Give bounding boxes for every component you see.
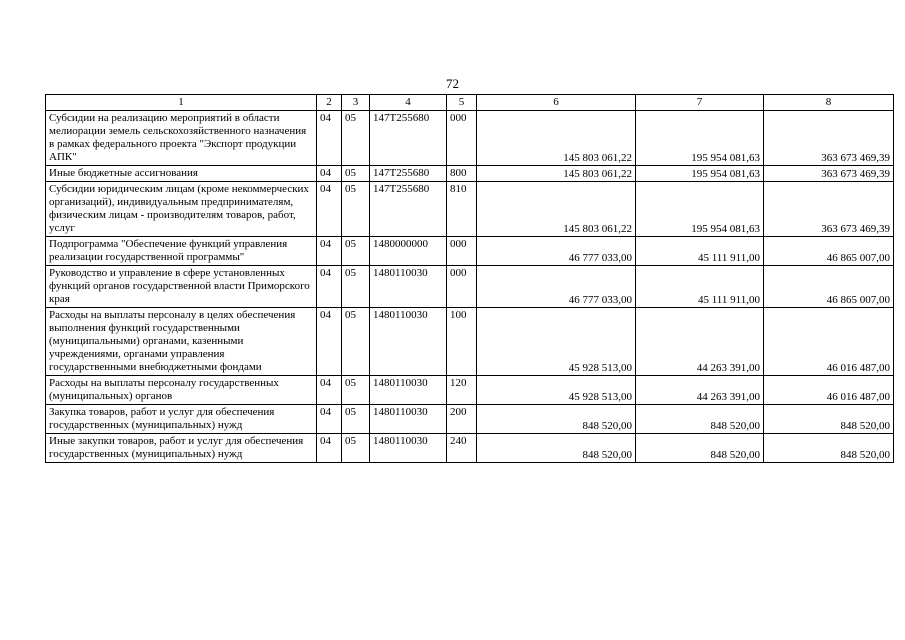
column-header: 5: [447, 95, 477, 111]
table-row: [46, 237, 894, 266]
row-name: Закупка товаров, работ и услуг для обеспечения государственных (муниципальных) нужд: [46, 405, 317, 434]
row-section: 04: [317, 182, 342, 237]
row-subsection: 05: [342, 237, 370, 266]
column-header: 1: [46, 95, 317, 111]
table-row: [46, 166, 894, 182]
row-name: Расходы на выплаты персоналу в целях обеспечения выполнения функций государственными (муниципальными) органами, казенными учреждениями, органами управления государственными внебюджетными фондами: [46, 308, 317, 376]
column-header: 2: [317, 95, 342, 111]
row-amount-year2: 44 263 391,00: [636, 308, 764, 376]
row-amount-year1: 46 777 033,00: [477, 237, 636, 266]
row-target-article: 1480110030: [370, 308, 447, 376]
table-header-row: [46, 95, 894, 111]
row-amount-year2: 45 111 911,00: [636, 237, 764, 266]
row-target-article: 1480110030: [370, 434, 447, 463]
table-row: [46, 266, 894, 308]
row-amount-year1: 848 520,00: [477, 405, 636, 434]
row-subsection: 05: [342, 434, 370, 463]
row-expense-type: 100: [447, 308, 477, 376]
row-amount-year3: 46 865 007,00: [764, 237, 894, 266]
row-amount-year3: 848 520,00: [764, 405, 894, 434]
row-amount-year2: 45 111 911,00: [636, 266, 764, 308]
column-header: 6: [477, 95, 636, 111]
row-subsection: 05: [342, 182, 370, 237]
row-amount-year3: 46 016 487,00: [764, 376, 894, 405]
row-expense-type: 200: [447, 405, 477, 434]
row-amount-year1: 145 803 061,22: [477, 182, 636, 237]
row-expense-type: 000: [447, 266, 477, 308]
row-amount-year3: 363 673 469,39: [764, 182, 894, 237]
row-target-article: 1480000000: [370, 237, 447, 266]
column-header: 3: [342, 95, 370, 111]
row-amount-year3: 46 865 007,00: [764, 266, 894, 308]
row-target-article: 1480110030: [370, 405, 447, 434]
row-target-article: 1480110030: [370, 266, 447, 308]
row-amount-year2: 848 520,00: [636, 434, 764, 463]
row-amount-year2: 848 520,00: [636, 405, 764, 434]
row-expense-type: 240: [447, 434, 477, 463]
budget-table: [45, 94, 894, 463]
row-amount-year3: 848 520,00: [764, 434, 894, 463]
row-section: 04: [317, 266, 342, 308]
row-amount-year2: 195 954 081,63: [636, 111, 764, 166]
row-subsection: 05: [342, 376, 370, 405]
row-target-article: 147T255680: [370, 182, 447, 237]
row-subsection: 05: [342, 266, 370, 308]
row-name: Подпрограмма "Обеспечение функций управления реализации государственной программы": [46, 237, 317, 266]
page-number: 72: [446, 76, 459, 91]
row-name: Субсидии юридическим лицам (кроме некоммерческих организаций), индивидуальным предпринимателям, физическим лицам - производителям товаров, работ, услуг: [46, 182, 317, 237]
column-header: 7: [636, 95, 764, 111]
row-subsection: 05: [342, 308, 370, 376]
row-amount-year2: 44 263 391,00: [636, 376, 764, 405]
row-amount-year3: 363 673 469,39: [764, 111, 894, 166]
row-amount-year1: 46 777 033,00: [477, 266, 636, 308]
row-amount-year1: 848 520,00: [477, 434, 636, 463]
table-row: [46, 434, 894, 463]
row-amount-year1: 45 928 513,00: [477, 376, 636, 405]
table-row: [46, 308, 894, 376]
row-target-article: 1480110030: [370, 376, 447, 405]
table-row: [46, 376, 894, 405]
table-row: [46, 182, 894, 237]
row-expense-type: 000: [447, 237, 477, 266]
row-name: Субсидии на реализацию мероприятий в области мелиорации земель сельскохозяйственного назначения в рамках федерального проекта "Экспорт продукции АПК": [46, 111, 317, 166]
row-subsection: 05: [342, 405, 370, 434]
row-name: Расходы на выплаты персоналу государственных (муниципальных) органов: [46, 376, 317, 405]
row-section: 04: [317, 166, 342, 182]
row-section: 04: [317, 376, 342, 405]
row-expense-type: 800: [447, 166, 477, 182]
row-amount-year1: 145 803 061,22: [477, 166, 636, 182]
row-expense-type: 120: [447, 376, 477, 405]
row-section: 04: [317, 111, 342, 166]
row-target-article: 147T255680: [370, 166, 447, 182]
row-section: 04: [317, 434, 342, 463]
row-name: Иные закупки товаров, работ и услуг для обеспечения государственных (муниципальных) нужд: [46, 434, 317, 463]
row-target-article: 147T255680: [370, 111, 447, 166]
row-amount-year3: 363 673 469,39: [764, 166, 894, 182]
row-amount-year2: 195 954 081,63: [636, 166, 764, 182]
table-row: [46, 111, 894, 166]
table-row: [46, 405, 894, 434]
row-amount-year1: 45 928 513,00: [477, 308, 636, 376]
row-name: Иные бюджетные ассигнования: [46, 166, 317, 182]
column-header: 4: [370, 95, 447, 111]
row-section: 04: [317, 308, 342, 376]
row-amount-year2: 195 954 081,63: [636, 182, 764, 237]
row-name: Руководство и управление в сфере установленных функций органов государственной власти Приморского края: [46, 266, 317, 308]
row-subsection: 05: [342, 166, 370, 182]
row-subsection: 05: [342, 111, 370, 166]
row-amount-year3: 46 016 487,00: [764, 308, 894, 376]
row-section: 04: [317, 237, 342, 266]
row-expense-type: 000: [447, 111, 477, 166]
column-header: 8: [764, 95, 894, 111]
row-section: 04: [317, 405, 342, 434]
row-expense-type: 810: [447, 182, 477, 237]
row-amount-year1: 145 803 061,22: [477, 111, 636, 166]
